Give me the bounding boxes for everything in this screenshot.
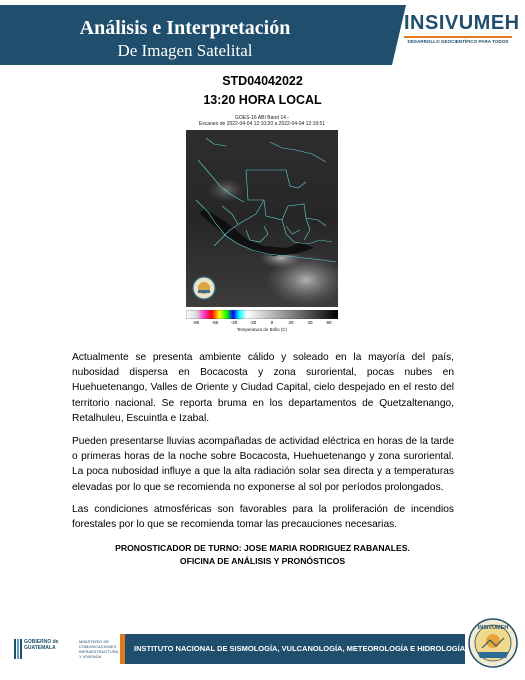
colorbar-gradient: [186, 310, 338, 319]
ministry-line-3: INFRAESTRUCTURA: [79, 649, 119, 654]
paragraph-forecast: Pueden presentarse lluvias acompañadas de actividad eléctrica en horas de la tarde o primeras horas de la noche sobre Bocacosta, Huehuetenango y zona suroriental. La poca nubosidad influye a que la alta radiación solar sea directa y a temperaturas elevadas por lo que se recomienda no exponerse al sol por períodos prolongados.: [72, 436, 454, 493]
colorbar-tick: -80: [192, 320, 200, 325]
ministry-label: [79, 639, 123, 659]
satellite-logo-icon: [193, 277, 215, 299]
seal-name: INSIVUMEH: [477, 625, 509, 631]
satellite-scan: Escaneo de 2022-04-04 12:10:20 a 2022-04-04 12:19:51: [198, 121, 326, 127]
ministry-line-4: Y VIVIENDA: [79, 654, 102, 659]
ministry-line-1: MINISTERIO DE: [79, 639, 110, 644]
satellite-caption: [186, 115, 338, 127]
institute-banner: [120, 634, 465, 664]
logo-tagline: DESARROLLO GEOCIENTÍFICO PARA TODOS: [407, 39, 509, 44]
report-time: 13:20 HORA LOCAL: [203, 93, 322, 107]
logo-underline: [404, 36, 512, 38]
government-line-1: GOBIERNO de: [24, 639, 59, 645]
paragraph-fire-warning: Las condiciones atmosféricas son favorables para la proliferación de incendios forestales por lo que se recomienda tomar las precauciones necesarias.: [72, 504, 454, 531]
paragraph-current-conditions: Actualmente se presenta ambiente cálido y soleado en la mayoría del país, nubosidad dispersa en Bocacosta y zona suroriental, pocas nubes en Huehuetenango, Valles de Oriente y Ciudad Capital, cielo despejado en el resto del territorio nacional. Se reporta bruma en los departamentos de Quetzaltenango, Retalhuleu, Escuintla e Izabal.: [72, 352, 454, 424]
colorbar: [186, 310, 338, 319]
colorbar-tick: -60: [211, 320, 219, 325]
colorbar-tick: 40: [307, 320, 313, 325]
logo-name: INSIVUMEH: [404, 12, 520, 34]
satellite-band: GOES-16 ABI Band 14 -: [235, 115, 289, 121]
colorbar-label: Temperatura de Brillo (C): [236, 327, 288, 332]
forecaster-signature: PRONOSTICADOR DE TURNO: JOSE MARIA RODRIGUEZ RABANALES.: [115, 543, 410, 553]
page-title: Análisis e Interpretación: [79, 17, 291, 39]
insivumeh-seal-icon: [468, 618, 518, 668]
colorbar-tick: -40: [230, 320, 238, 325]
header: [0, 0, 525, 68]
colorbar-tick: 60: [326, 320, 332, 325]
footer: [0, 625, 525, 670]
cloud-mass-north: [208, 178, 244, 202]
colorbar-tick: -20: [249, 320, 257, 325]
ministry-line-2: COMUNICACIONES,: [79, 644, 118, 649]
institute-name: INSTITUTO NACIONAL DE SISMOLOGÍA, VULCANOLOGÍA, METEOROLOGÍA E HIDROLOGÍA: [134, 644, 466, 653]
satellite-image: [186, 130, 338, 307]
page-subtitle: De Imagen Satelital: [117, 41, 253, 60]
office-signature: OFICINA DE ANÁLISIS Y PRONÓSTICOS: [179, 556, 346, 566]
colorbar-tick: 20: [288, 320, 294, 325]
government-line-2: GUATEMALA: [24, 645, 56, 651]
government-label: [24, 639, 58, 651]
colorbar-tick: 0: [270, 320, 274, 325]
report-code: STD04042022: [222, 74, 303, 88]
insivumeh-logo: [398, 12, 518, 44]
